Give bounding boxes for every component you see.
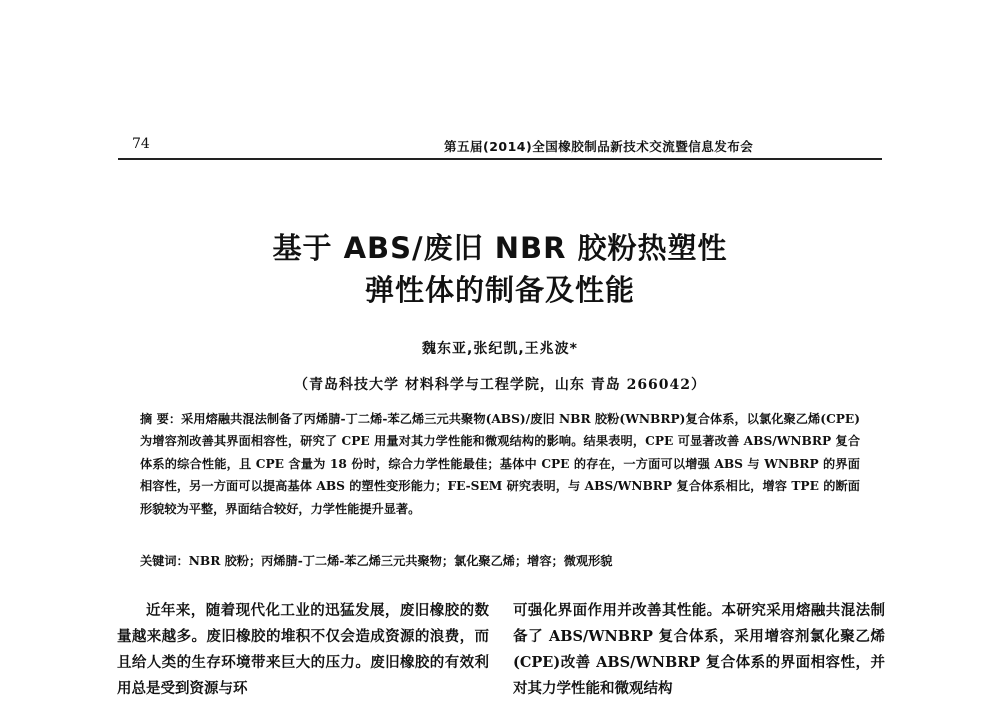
keywords-text: NBR 胶粉；丙烯腈-丁二烯-苯乙烯三元共聚物；氯化聚乙烯；增容；微观形貌 [188, 554, 613, 568]
abstract-label: 摘 要： [140, 412, 182, 426]
paper-title-line-1: 基于 ABS/废旧 NBR 胶粉热塑性 [272, 231, 728, 265]
abstract-text: 采用熔融共混法制备了丙烯腈-丁二烯-苯乙烯三元共聚物(ABS)/废旧 NBR 胶粉(WNBRP)复合体系，以氯化聚乙烯(CPE)为增容剂改善其界面相容性，研究了 CPE 用量对其力学性能和微观结构的影响。结果表明，CPE 可显著改善 ABS/WNBRP 复合体系的综合性能，且 CPE 含量为 18 份时，综合力学性能最佳；基体中 CPE 的存在，一方面可以增强 ABS 与 WNBRP 的界面相容性，另一方面可以提高基体 ABS 的塑性变形能力；FE-SEM 研究表明，与 ABS/WNBRP 复合体系相比，增容 TPE 的断面形貌较为平整，界面结合较好，力学性能提升显著。 [140, 412, 860, 516]
keywords [140, 550, 860, 572]
abstract [140, 408, 860, 520]
author-list: 魏东亚,张纪凯,王兆波* [422, 341, 578, 357]
keywords-label: 关键词： [140, 554, 189, 568]
page-number: 74 [132, 136, 150, 152]
body-right-column: 可强化界面作用并改善其性能。本研究采用熔融共混法制备了 ABS/WNBRP 复合体系，采用增容剂氯化聚乙烯(CPE)改善 ABS/WNBRP 复合体系的界面相容性，并对其力学性能和微观结构 [513, 602, 885, 697]
conference-name: 第五届(2014)全国橡胶制品新技术交流暨信息发布会 [444, 139, 754, 154]
affiliation: （青岛科技大学 材料科学与工程学院，山东 青岛 266042） [293, 377, 707, 393]
paper-title-line-2: 弹性体的制备及性能 [364, 273, 635, 307]
body-left-column: 近年来，随着现代化工业的迅猛发展，废旧橡胶的数量越来越多。废旧橡胶的堆积不仅会造成资源的浪费，而且给人类的生存环境带来巨大的压力。废旧橡胶的有效利用总是受到资源与环 [117, 602, 489, 697]
running-head [118, 136, 882, 160]
